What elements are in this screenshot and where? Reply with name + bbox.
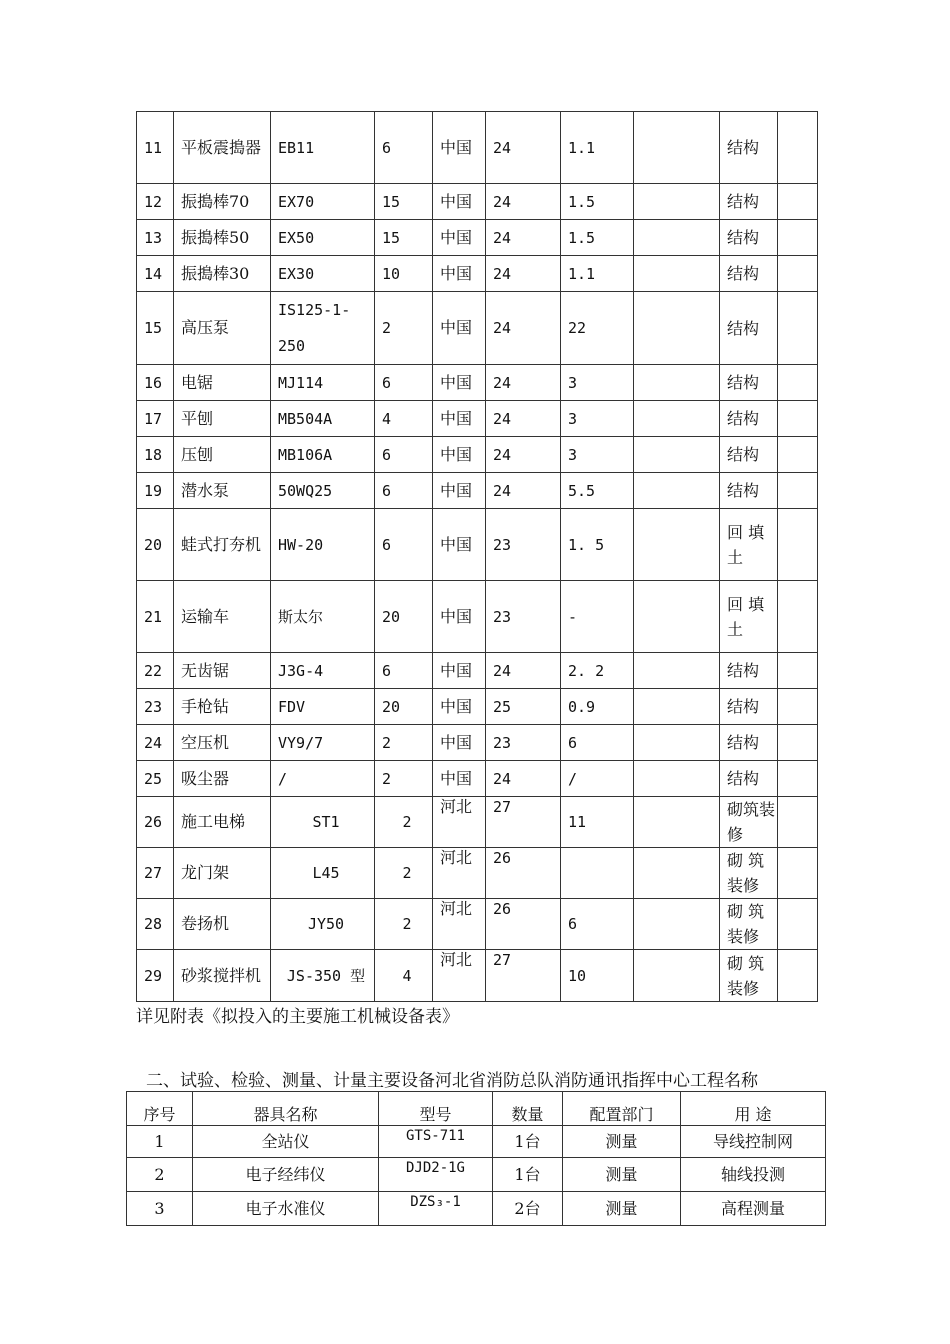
cell-model: EX30	[271, 256, 375, 292]
cell-name: 振搗棒70	[174, 184, 271, 220]
cell-model: VY9/7	[271, 725, 375, 761]
cell-no: 12	[137, 184, 174, 220]
cell-blank	[778, 581, 818, 653]
cell-power: 0.9	[561, 689, 634, 725]
cell-year: 27	[486, 950, 561, 1002]
table-row	[137, 761, 818, 797]
cell-model: MB106A	[271, 437, 375, 473]
cell-qty: 2	[375, 292, 433, 365]
cell-blank	[778, 653, 818, 689]
cell-origin: 中国	[433, 725, 486, 761]
cell-qty: 6	[375, 365, 433, 401]
header-cell: 配置部门	[563, 1092, 681, 1126]
cell-year: 26	[486, 848, 561, 899]
cell-model: J3G-4	[271, 653, 375, 689]
cell-origin: 中国	[433, 401, 486, 437]
cell-name: 潜水泵	[174, 473, 271, 509]
cell-qty: 4	[375, 401, 433, 437]
table-row	[137, 653, 818, 689]
cell-use: 结构	[720, 292, 778, 365]
cell-use: 结构	[720, 473, 778, 509]
cell-no: 14	[137, 256, 174, 292]
cell-use: 结构	[720, 220, 778, 256]
cell-name: 施工电梯	[174, 797, 271, 848]
cell-model: MB504A	[271, 401, 375, 437]
cell-blank	[778, 437, 818, 473]
cell-extra	[634, 509, 720, 581]
cell-power: 1.5	[561, 184, 634, 220]
cell-name: 蛙式打夯机	[174, 509, 271, 581]
cell-qty: 6	[375, 112, 433, 184]
cell-extra	[634, 581, 720, 653]
cell-origin: 河北	[433, 797, 486, 848]
cell-year: 24	[486, 365, 561, 401]
cell-extra	[634, 401, 720, 437]
cell-blank	[778, 220, 818, 256]
cell: 1台	[493, 1158, 563, 1192]
cell: 测量	[563, 1158, 681, 1192]
table-row	[137, 473, 818, 509]
cell-use: 结构	[720, 725, 778, 761]
cell-use: 结构	[720, 761, 778, 797]
cell-model: EB11	[271, 112, 375, 184]
cell-origin: 中国	[433, 184, 486, 220]
cell-qty: 2	[375, 761, 433, 797]
cell-extra	[634, 899, 720, 950]
cell-name: 电锯	[174, 365, 271, 401]
cell-year: 24	[486, 473, 561, 509]
cell-qty: 6	[375, 509, 433, 581]
cell-origin: 中国	[433, 509, 486, 581]
cell-blank	[778, 401, 818, 437]
cell-year: 23	[486, 509, 561, 581]
cell-blank	[778, 689, 818, 725]
cell-extra	[634, 437, 720, 473]
cell-extra	[634, 220, 720, 256]
cell-name: 平刨	[174, 401, 271, 437]
cell-name: 高压泵	[174, 292, 271, 365]
cell-power: 3	[561, 365, 634, 401]
cell-model: EX50	[271, 220, 375, 256]
cell-name: 振搗棒30	[174, 256, 271, 292]
table-row	[127, 1126, 826, 1158]
cell-blank	[778, 184, 818, 220]
cell-name: 平板震搗器	[174, 112, 271, 184]
table-row	[137, 797, 818, 848]
cell-use: 结构	[720, 184, 778, 220]
cell-extra	[634, 797, 720, 848]
cell-year: 24	[486, 401, 561, 437]
cell-power: 2. 2	[561, 653, 634, 689]
cell-model: HW-20	[271, 509, 375, 581]
cell-year: 24	[486, 112, 561, 184]
cell-model: JY50	[271, 899, 375, 950]
cell-no: 15	[137, 292, 174, 365]
cell-model: L45	[271, 848, 375, 899]
cell-model: MJ114	[271, 365, 375, 401]
cell-no: 27	[137, 848, 174, 899]
cell: 全站仪	[193, 1126, 379, 1158]
table-row	[127, 1158, 826, 1192]
table-row	[137, 437, 818, 473]
cell-power: 1.1	[561, 256, 634, 292]
cell-origin: 中国	[433, 761, 486, 797]
cell-blank	[778, 256, 818, 292]
cell-qty: 20	[375, 689, 433, 725]
cell-no: 26	[137, 797, 174, 848]
cell-power: /	[561, 761, 634, 797]
cell-qty: 2	[375, 848, 433, 899]
cell-use: 砌筑装修	[720, 797, 778, 848]
cell-qty: 6	[375, 653, 433, 689]
cell-name: 压刨	[174, 437, 271, 473]
cell: 测量	[563, 1126, 681, 1158]
cell-blank	[778, 797, 818, 848]
table-header-row	[127, 1092, 826, 1126]
cell-origin: 中国	[433, 473, 486, 509]
cell-qty: 2	[375, 725, 433, 761]
cell-power	[561, 848, 634, 899]
cell-extra	[634, 725, 720, 761]
cell-power: 6	[561, 725, 634, 761]
cell-no: 16	[137, 365, 174, 401]
cell: 轴线投测	[681, 1158, 826, 1192]
cell-no: 22	[137, 653, 174, 689]
cell-year: 24	[486, 184, 561, 220]
cell-use: 结构	[720, 256, 778, 292]
cell-use: 结构	[720, 401, 778, 437]
cell-extra	[634, 473, 720, 509]
cell-origin: 中国	[433, 292, 486, 365]
cell-blank	[778, 365, 818, 401]
cell-blank	[778, 509, 818, 581]
table-row	[127, 1192, 826, 1226]
cell-name: 无齿锯	[174, 653, 271, 689]
cell-power: 1.5	[561, 220, 634, 256]
cell: DZS₃-1	[379, 1192, 493, 1226]
cell-use: 结构	[720, 365, 778, 401]
cell-extra	[634, 653, 720, 689]
cell-no: 23	[137, 689, 174, 725]
table-row	[137, 220, 818, 256]
cell-extra	[634, 292, 720, 365]
cell: 1	[127, 1126, 193, 1158]
cell-blank	[778, 112, 818, 184]
cell-name: 手枪钻	[174, 689, 271, 725]
cell-no: 21	[137, 581, 174, 653]
cell: 1台	[493, 1126, 563, 1158]
cell: GTS-711	[379, 1126, 493, 1158]
table-row	[137, 184, 818, 220]
cell-origin: 中国	[433, 112, 486, 184]
cell-no: 13	[137, 220, 174, 256]
cell-origin: 河北	[433, 899, 486, 950]
cell-use: 回 填 土	[720, 509, 778, 581]
cell-model: EX70	[271, 184, 375, 220]
cell-origin: 中国	[433, 689, 486, 725]
table-row	[137, 848, 818, 899]
header-cell: 数量	[493, 1092, 563, 1126]
table-row	[137, 950, 818, 1002]
cell-model: ST1	[271, 797, 375, 848]
cell-power: 3	[561, 437, 634, 473]
cell-no: 24	[137, 725, 174, 761]
cell-no: 20	[137, 509, 174, 581]
cell-name: 吸尘器	[174, 761, 271, 797]
cell-year: 24	[486, 761, 561, 797]
cell-origin: 中国	[433, 581, 486, 653]
header-cell: 型号	[379, 1092, 493, 1126]
cell-year: 25	[486, 689, 561, 725]
cell-qty: 15	[375, 184, 433, 220]
cell-extra	[634, 184, 720, 220]
cell-qty: 10	[375, 256, 433, 292]
cell-name: 龙门架	[174, 848, 271, 899]
cell-origin: 中国	[433, 437, 486, 473]
cell-qty: 2	[375, 899, 433, 950]
table-row	[137, 112, 818, 184]
cell: 3	[127, 1192, 193, 1226]
cell-origin: 中国	[433, 653, 486, 689]
table-row	[137, 256, 818, 292]
cell-power: -	[561, 581, 634, 653]
cell-no: 19	[137, 473, 174, 509]
cell-extra	[634, 761, 720, 797]
cell-blank	[778, 725, 818, 761]
cell-name: 空压机	[174, 725, 271, 761]
cell-blank	[778, 899, 818, 950]
cell-blank	[778, 761, 818, 797]
cell-year: 24	[486, 653, 561, 689]
cell-extra	[634, 365, 720, 401]
cell-power: 6	[561, 899, 634, 950]
cell-year: 24	[486, 220, 561, 256]
cell-power: 10	[561, 950, 634, 1002]
cell-no: 17	[137, 401, 174, 437]
cell: 2台	[493, 1192, 563, 1226]
cell: 导线控制网	[681, 1126, 826, 1158]
cell-use: 砌 筑 装修	[720, 950, 778, 1002]
cell-model: FDV	[271, 689, 375, 725]
cell-use: 结构	[720, 689, 778, 725]
cell-year: 24	[486, 256, 561, 292]
cell-blank	[778, 950, 818, 1002]
table-row	[137, 725, 818, 761]
cell-use: 结构	[720, 437, 778, 473]
header-cell: 器具名称	[193, 1092, 379, 1126]
table-row	[137, 292, 818, 365]
header-cell: 用 途	[681, 1092, 826, 1126]
cell-extra	[634, 689, 720, 725]
cell-year: 23	[486, 725, 561, 761]
cell-qty: 15	[375, 220, 433, 256]
cell-name: 卷扬机	[174, 899, 271, 950]
cell-model: 50WQ25	[271, 473, 375, 509]
cell-no: 11	[137, 112, 174, 184]
cell: 2	[127, 1158, 193, 1192]
table-row	[137, 365, 818, 401]
appendix-note: 详见附表《拟投入的主要施工机械设备表》	[136, 1007, 459, 1027]
cell-no: 25	[137, 761, 174, 797]
cell-qty: 4	[375, 950, 433, 1002]
cell-name: 振搗棒50	[174, 220, 271, 256]
table-row	[137, 689, 818, 725]
cell: 高程测量	[681, 1192, 826, 1226]
cell-year: 23	[486, 581, 561, 653]
cell-extra	[634, 848, 720, 899]
cell-year: 24	[486, 292, 561, 365]
cell-extra	[634, 256, 720, 292]
cell-origin: 中国	[433, 365, 486, 401]
table-row	[137, 509, 818, 581]
cell-no: 28	[137, 899, 174, 950]
cell-blank	[778, 848, 818, 899]
cell-year: 26	[486, 899, 561, 950]
cell-qty: 20	[375, 581, 433, 653]
cell: 测量	[563, 1192, 681, 1226]
cell-power: 22	[561, 292, 634, 365]
cell: DJD2-1G	[379, 1158, 493, 1192]
cell-origin: 中国	[433, 256, 486, 292]
cell-power: 11	[561, 797, 634, 848]
cell-use: 回 填 土	[720, 581, 778, 653]
cell-use: 砌 筑 装修	[720, 848, 778, 899]
cell-power: 1.1	[561, 112, 634, 184]
cell-power: 3	[561, 401, 634, 437]
cell-qty: 6	[375, 473, 433, 509]
cell-use: 砌 筑 装修	[720, 899, 778, 950]
table-row	[137, 581, 818, 653]
cell-model: /	[271, 761, 375, 797]
cell-no: 18	[137, 437, 174, 473]
cell-use: 结构	[720, 112, 778, 184]
cell-use: 结构	[720, 653, 778, 689]
cell-extra	[634, 950, 720, 1002]
test-equipment-table	[126, 1091, 826, 1226]
cell-model: IS125-1-250	[271, 292, 375, 365]
cell-year: 27	[486, 797, 561, 848]
cell-no: 29	[137, 950, 174, 1002]
section-heading: 二、试验、检验、测量、计量主要设备河北省消防总队消防通讯指挥中心工程名称	[146, 1071, 758, 1091]
table-row	[137, 899, 818, 950]
cell-name: 砂浆搅拌机	[174, 950, 271, 1002]
table-row	[137, 401, 818, 437]
cell-model: 斯太尔	[271, 581, 375, 653]
equipment-table	[136, 111, 818, 1002]
cell-origin: 河北	[433, 848, 486, 899]
cell-blank	[778, 473, 818, 509]
cell-origin: 河北	[433, 950, 486, 1002]
cell: 电子水准仪	[193, 1192, 379, 1226]
cell-power: 1. 5	[561, 509, 634, 581]
header-cell: 序号	[127, 1092, 193, 1126]
cell-qty: 2	[375, 797, 433, 848]
cell-qty: 6	[375, 437, 433, 473]
cell-model: JS-350 型	[271, 950, 375, 1002]
cell-power: 5.5	[561, 473, 634, 509]
cell: 电子经纬仪	[193, 1158, 379, 1192]
cell-extra	[634, 112, 720, 184]
cell-blank	[778, 292, 818, 365]
cell-origin: 中国	[433, 220, 486, 256]
cell-year: 24	[486, 437, 561, 473]
cell-name: 运输车	[174, 581, 271, 653]
